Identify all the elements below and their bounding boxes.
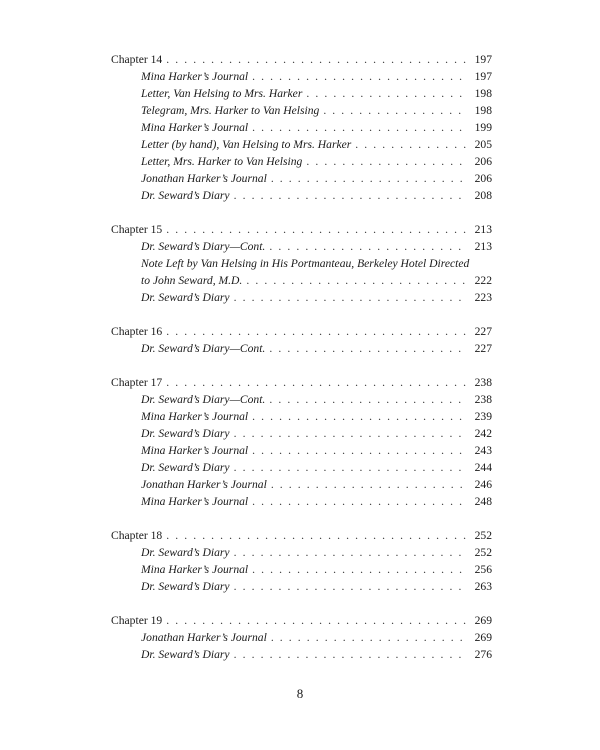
toc-entry-page-number: 244	[474, 461, 492, 474]
chapter-block	[111, 51, 492, 204]
dot-leader	[252, 493, 466, 510]
chapter-block	[111, 612, 492, 663]
toc-entry[interactable]	[111, 340, 492, 357]
chapter-page-number: 197	[474, 53, 492, 66]
chapter-page-number: 238	[474, 376, 492, 389]
toc-entry-page-number: 198	[474, 87, 492, 100]
toc-entry-label: Mina Harker’s Journal	[141, 70, 249, 83]
toc-entry[interactable]	[111, 408, 492, 425]
dot-leader	[166, 374, 466, 391]
chapter-heading[interactable]	[111, 323, 492, 340]
chapter-block	[111, 323, 492, 357]
toc-entry-label: Jonathan Harker’s Journal	[141, 631, 267, 644]
toc-entry-page-number: 205	[474, 138, 492, 151]
toc-entry[interactable]	[111, 561, 492, 578]
toc-entry[interactable]	[111, 85, 492, 102]
toc-entry[interactable]	[111, 153, 492, 170]
toc-entry-page-number: 213	[474, 240, 492, 253]
chapter-block	[111, 374, 492, 510]
toc-entry[interactable]	[111, 391, 492, 408]
toc-entry[interactable]	[111, 493, 492, 510]
toc-entry-page-number: 206	[474, 155, 492, 168]
dot-leader	[271, 629, 466, 646]
toc-entry-page-number: 269	[474, 631, 492, 644]
toc-entry-label: Telegram, Mrs. Harker to Van Helsing	[141, 104, 320, 117]
toc-entry-page-number: 227	[474, 342, 492, 355]
toc-entry[interactable]	[111, 187, 492, 204]
dot-leader	[269, 391, 466, 408]
toc-entry[interactable]	[111, 102, 492, 119]
toc-entry[interactable]	[111, 578, 492, 595]
toc-entry-label: Dr. Seward’s Diary	[141, 189, 230, 202]
toc-entry-label: Letter, Mrs. Harker to Van Helsing	[141, 155, 303, 168]
dot-leader	[252, 442, 466, 459]
toc-entry-label: Mina Harker’s Journal	[141, 563, 249, 576]
toc-entry-page-number: 239	[474, 410, 492, 423]
toc-entry-label: Letter, Van Helsing to Mrs. Harker	[141, 87, 303, 100]
toc-entry[interactable]	[111, 289, 492, 306]
toc-entry-page-number: 256	[474, 563, 492, 576]
chapter-title: Chapter 16	[111, 325, 163, 338]
dot-leader	[252, 119, 466, 136]
chapter-block	[111, 527, 492, 595]
dot-leader	[306, 153, 466, 170]
toc-entry[interactable]	[111, 442, 492, 459]
chapter-title: Chapter 17	[111, 376, 163, 389]
toc-entry[interactable]	[111, 459, 492, 476]
toc-entry-label: Dr. Seward’s Diary—Cont.	[141, 342, 266, 355]
chapter-title: Chapter 19	[111, 614, 163, 627]
dot-leader	[166, 323, 466, 340]
toc-entry-label: Dr. Seward’s Diary	[141, 461, 230, 474]
dot-leader	[166, 527, 466, 544]
page-number: 8	[296, 686, 304, 701]
toc-entry[interactable]	[111, 272, 492, 289]
toc-entry[interactable]	[111, 425, 492, 442]
toc-entry[interactable]	[111, 119, 492, 136]
toc-entry-label: to John Seward, M.D.	[141, 274, 243, 287]
toc-entry[interactable]	[111, 238, 492, 255]
chapter-page-number: 227	[474, 325, 492, 338]
chapter-title: Chapter 15	[111, 223, 163, 236]
toc-entry-page-number: 238	[474, 393, 492, 406]
toc-entry-page-number: 252	[474, 546, 492, 559]
toc-entry-page-number: 276	[474, 648, 492, 661]
toc-entry-label: Mina Harker’s Journal	[141, 121, 249, 134]
toc-entry-page-number: 208	[474, 189, 492, 202]
table-of-contents	[111, 51, 492, 680]
chapter-title: Chapter 14	[111, 53, 163, 66]
chapter-page-number: 213	[474, 223, 492, 236]
dot-leader	[271, 476, 466, 493]
toc-entry-page-number: 242	[474, 427, 492, 440]
dot-leader	[234, 459, 466, 476]
toc-entry-page-number: 197	[474, 70, 492, 83]
dot-leader	[234, 289, 466, 306]
toc-entry[interactable]	[111, 170, 492, 187]
toc-entry-page-number: 243	[474, 444, 492, 457]
chapter-title: Chapter 18	[111, 529, 163, 542]
toc-entry-label: Jonathan Harker’s Journal	[141, 172, 267, 185]
toc-entry-label: Jonathan Harker’s Journal	[141, 478, 267, 491]
dot-leader	[252, 68, 466, 85]
dot-leader	[306, 85, 466, 102]
toc-entry-page-number: 198	[474, 104, 492, 117]
chapter-heading[interactable]	[111, 612, 492, 629]
toc-entry-page-number: 223	[474, 291, 492, 304]
toc-entry[interactable]	[111, 544, 492, 561]
toc-entry-page-number: 206	[474, 172, 492, 185]
chapter-page-number: 269	[474, 614, 492, 627]
dot-leader	[234, 578, 466, 595]
dot-leader	[252, 561, 466, 578]
dot-leader	[234, 425, 466, 442]
toc-entry-label: Mina Harker’s Journal	[141, 495, 249, 508]
dot-leader	[271, 170, 466, 187]
toc-entry-page-number: 199	[474, 121, 492, 134]
toc-entry-label: Dr. Seward’s Diary	[141, 648, 230, 661]
dot-leader	[166, 612, 466, 629]
dot-leader	[166, 51, 466, 68]
toc-entry-page-number: 263	[474, 580, 492, 593]
dot-leader	[234, 187, 466, 204]
chapter-block	[111, 221, 492, 306]
toc-entry-page-number: 222	[474, 274, 492, 287]
toc-entry[interactable]	[111, 646, 492, 663]
toc-entry-label: Dr. Seward’s Diary	[141, 546, 230, 559]
toc-entry-label: Mina Harker’s Journal	[141, 444, 249, 457]
dot-leader	[166, 221, 466, 238]
dot-leader	[269, 238, 466, 255]
chapter-heading[interactable]	[111, 527, 492, 544]
dot-leader	[234, 646, 466, 663]
toc-entry-label: Dr. Seward’s Diary	[141, 580, 230, 593]
chapter-heading[interactable]	[111, 221, 492, 238]
toc-entry-label: Dr. Seward’s Diary—Cont.	[141, 393, 266, 406]
toc-entry-label: Dr. Seward’s Diary	[141, 427, 230, 440]
toc-entry[interactable]	[111, 629, 492, 646]
dot-leader	[355, 136, 466, 153]
dot-leader	[252, 408, 466, 425]
toc-entry-page-number: 246	[474, 478, 492, 491]
toc-entry-label: Dr. Seward’s Diary—Cont.	[141, 240, 266, 253]
chapter-heading[interactable]	[111, 51, 492, 68]
toc-entry-label: Dr. Seward’s Diary	[141, 291, 230, 304]
toc-entry[interactable]	[111, 68, 492, 85]
toc-entry-label-line: Note Left by Van Helsing in His Portmanteau, Berkeley Hotel Directed	[141, 257, 470, 270]
toc-entry[interactable]	[111, 476, 492, 493]
toc-entry-label: Mina Harker’s Journal	[141, 410, 249, 423]
dot-leader	[246, 272, 466, 289]
toc-entry-label: Letter (by hand), Van Helsing to Mrs. Harker	[141, 138, 352, 151]
toc-entry-page-number: 248	[474, 495, 492, 508]
dot-leader	[234, 544, 466, 561]
chapter-page-number: 252	[474, 529, 492, 542]
chapter-heading[interactable]	[111, 374, 492, 391]
toc-entry[interactable]	[111, 136, 492, 153]
dot-leader	[323, 102, 466, 119]
dot-leader	[269, 340, 466, 357]
